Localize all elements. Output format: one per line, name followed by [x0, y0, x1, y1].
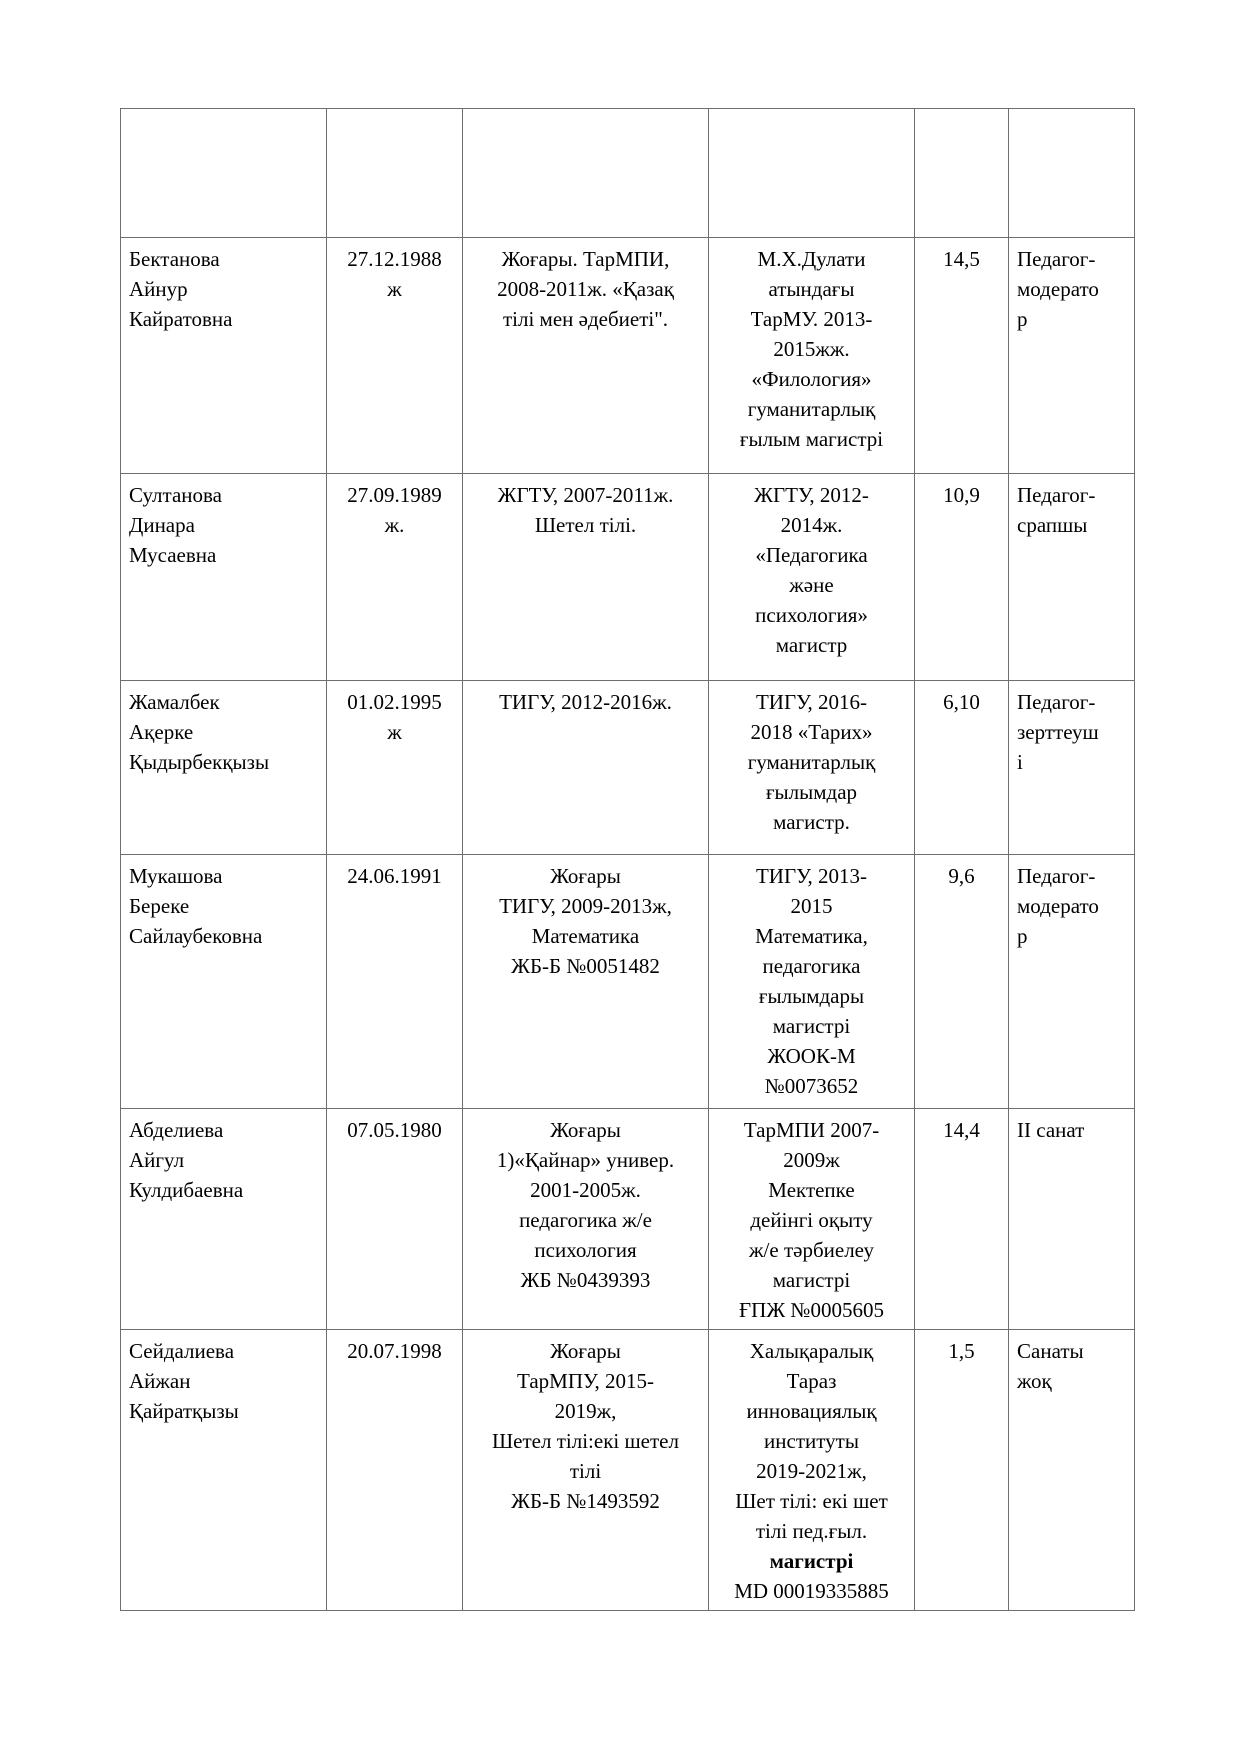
education-line: Шетел тілі. [534, 513, 637, 537]
master-degree-cell [709, 474, 915, 681]
experience-cell [915, 1330, 1009, 1611]
education-cell [463, 238, 709, 474]
birth-date-line: ж [387, 720, 402, 744]
empty-cell [327, 109, 463, 238]
category-line: Педагог- [1017, 483, 1096, 507]
table-row [121, 474, 1135, 681]
table-row-empty [121, 109, 1135, 238]
master-degree-line: Шет тілі: екі шет [735, 1489, 888, 1513]
category-line: Санаты [1017, 1339, 1084, 1363]
master-degree-cell [709, 238, 915, 474]
birth-date-cell [327, 1330, 463, 1611]
master-degree-line: магистрі [772, 1268, 851, 1292]
name-cell [121, 474, 327, 681]
table-row [121, 238, 1135, 474]
education-cell [463, 474, 709, 681]
birth-date-line: 20.07.1998 [347, 1339, 442, 1363]
education-line: Жоғары [550, 1339, 621, 1363]
name-cell [121, 1109, 327, 1330]
category-line: жоқ [1017, 1369, 1052, 1393]
education-line: Шетел тілі:екі шетел [492, 1429, 679, 1453]
master-degree-line: 2009ж [783, 1148, 840, 1172]
birth-date-line: 01.02.1995 [347, 690, 442, 714]
education-line: ЖБ №0439393 [520, 1268, 651, 1292]
education-line: тілі мен әдебиеті". [502, 307, 669, 331]
master-degree-line: гуманитарлық [747, 397, 876, 421]
name-cell [121, 855, 327, 1109]
master-degree-line: 2018 «Тарих» [750, 720, 873, 744]
experience-cell [915, 238, 1009, 474]
empty-cell [1009, 109, 1135, 238]
birth-date-line: 24.06.1991 [347, 864, 442, 888]
name-line: Бектанова [129, 247, 220, 271]
staff-table [120, 108, 1135, 1611]
education-line: педагогика ж/е [519, 1208, 652, 1232]
birth-date-cell [327, 855, 463, 1109]
education-line: Математика [531, 924, 640, 948]
master-degree-line: 2014ж. [780, 513, 843, 537]
master-degree-line: магистрі [769, 1549, 854, 1573]
name-line: Айжан [129, 1369, 191, 1393]
education-line: 2019ж, [554, 1399, 617, 1423]
education-line: тілі [569, 1459, 602, 1483]
category-cell [1009, 474, 1135, 681]
master-degree-line: ТарМУ. 2013- [750, 307, 873, 331]
table-row [121, 1330, 1135, 1611]
master-degree-line: магистр. [773, 810, 850, 834]
master-degree-line: тілі пед.ғыл. [755, 1519, 868, 1543]
education-line: Жоғары [550, 864, 621, 888]
name-line: Айнур [129, 277, 188, 301]
master-degree-line: ҒПЖ №0005605 [739, 1298, 884, 1322]
master-degree-line: «Педагогика [755, 543, 868, 567]
category-line: зерттеуш [1017, 720, 1099, 744]
experience-line: 9,6 [948, 864, 975, 888]
master-degree-line: Мектепке [768, 1178, 855, 1202]
table-row [121, 681, 1135, 855]
empty-cell [709, 109, 915, 238]
master-degree-line: және [789, 573, 834, 597]
education-line: ЖБ-Б №1493592 [511, 1489, 660, 1513]
master-degree-line: институты [764, 1429, 859, 1453]
master-degree-line: «Филология» [751, 367, 872, 391]
master-degree-line: ЖГТУ, 2012- [754, 483, 869, 507]
master-degree-cell [709, 855, 915, 1109]
birth-date-cell [327, 1109, 463, 1330]
master-degree-line: ТарМПИ 2007- [743, 1118, 880, 1142]
experience-cell [915, 1109, 1009, 1330]
master-degree-line: гуманитарлық [747, 750, 876, 774]
master-degree-line: 2019-2021ж, [756, 1459, 867, 1483]
empty-cell [121, 109, 327, 238]
master-degree-line: ғылымдары [758, 984, 865, 1008]
category-cell [1009, 238, 1135, 474]
birth-date-line: 07.05.1980 [347, 1118, 442, 1142]
name-line: Динара [129, 513, 195, 537]
experience-cell [915, 855, 1009, 1109]
master-degree-line: 2015 [790, 894, 833, 918]
birth-date-line: 27.09.1989 [347, 483, 442, 507]
education-line: ТИГУ, 2009-2013ж, [499, 894, 672, 918]
birth-date-line: ж [387, 277, 402, 301]
education-line: психология [534, 1238, 637, 1262]
master-degree-line: 2015жж. [773, 337, 850, 361]
name-line: Береке [129, 894, 190, 918]
master-degree-line: ЖООК-М [767, 1044, 856, 1068]
master-degree-line: ТИГУ, 2013- [755, 864, 868, 888]
education-line: 2008-2011ж. «Қазақ [497, 277, 674, 301]
master-degree-line: атындағы [768, 277, 855, 301]
category-line: Педагог- [1017, 864, 1096, 888]
birth-date-line: 27.12.1988 [347, 247, 442, 271]
empty-cell [463, 109, 709, 238]
master-degree-line: Математика, [755, 924, 868, 948]
category-line: II санат [1017, 1118, 1085, 1142]
education-line: Жоғары [550, 1118, 621, 1142]
master-degree-line: ғылым магистрі [739, 427, 884, 451]
experience-line: 14,5 [943, 247, 980, 271]
experience-line: 10,9 [943, 483, 980, 507]
master-degree-line: инновациялық [746, 1399, 877, 1423]
master-degree-line: М.Х.Дулати [757, 247, 866, 271]
category-line: р [1017, 307, 1028, 331]
education-cell [463, 855, 709, 1109]
master-degree-line: ғылымдар [765, 780, 858, 804]
category-cell [1009, 855, 1135, 1109]
education-cell [463, 1330, 709, 1611]
master-degree-line: ж/е тәрбиелеу [749, 1238, 874, 1262]
education-cell [463, 1109, 709, 1330]
name-line: Мукашова [129, 864, 223, 888]
name-line: Айгул [129, 1148, 185, 1172]
education-line: ЖБ-Б №0051482 [511, 954, 660, 978]
master-degree-line: педагогика [762, 954, 861, 978]
education-cell [463, 681, 709, 855]
master-degree-line: №0073652 [764, 1074, 859, 1098]
name-cell [121, 238, 327, 474]
master-degree-line: магистр [775, 633, 848, 657]
master-degree-line: Тараз [786, 1369, 837, 1393]
category-line: модерато [1017, 277, 1099, 301]
birth-date-line: ж. [384, 513, 405, 537]
master-degree-line: психология» [755, 603, 868, 627]
category-cell [1009, 1330, 1135, 1611]
name-line: Сейдалиева [129, 1339, 235, 1363]
experience-line: 6,10 [943, 690, 980, 714]
master-degree-line: дейінгі оқыту [750, 1208, 873, 1232]
experience-line: 14,4 [943, 1118, 980, 1142]
name-line: Султанова [129, 483, 222, 507]
birth-date-cell [327, 474, 463, 681]
master-degree-line: ТИГУ, 2016- [755, 690, 868, 714]
master-degree-line: магистрі [772, 1014, 851, 1038]
education-line: ЖГТУ, 2007-2011ж. [497, 483, 674, 507]
name-line: Сайлаубековна [129, 924, 263, 948]
education-line: ТИГУ, 2012-2016ж. [499, 690, 672, 714]
master-degree-cell [709, 1109, 915, 1330]
master-degree-cell [709, 1330, 915, 1611]
name-line: Мусаевна [129, 543, 217, 567]
experience-line: 1,5 [948, 1339, 975, 1363]
education-line: 2001-2005ж. [530, 1178, 641, 1202]
name-cell [121, 681, 327, 855]
table-row [121, 1109, 1135, 1330]
name-line: Қайратқызы [129, 1399, 239, 1423]
name-line: Кулдибаевна [129, 1178, 244, 1202]
education-line: 1)«Қайнар» универ. [496, 1148, 675, 1172]
table-row [121, 855, 1135, 1109]
category-line: срапшы [1017, 513, 1088, 537]
name-line: Жамалбек [129, 690, 220, 714]
experience-cell [915, 474, 1009, 681]
name-line: Қыдырбекқызы [129, 750, 270, 774]
category-line: Педагог- [1017, 247, 1096, 271]
education-line: Жоғары. ТарМПИ, [501, 247, 670, 271]
birth-date-cell [327, 681, 463, 855]
category-cell [1009, 1109, 1135, 1330]
name-line: Ақерке [129, 720, 194, 744]
master-degree-line: MD 00019335885 [734, 1579, 889, 1603]
name-line: Кайратовна [129, 307, 233, 331]
category-line: модерато [1017, 894, 1099, 918]
experience-cell [915, 681, 1009, 855]
category-line: і [1017, 750, 1023, 774]
empty-cell [915, 109, 1009, 238]
category-line: Педагог- [1017, 690, 1096, 714]
category-cell [1009, 681, 1135, 855]
master-degree-cell [709, 681, 915, 855]
name-line: Абделиева [129, 1118, 224, 1142]
master-degree-line: Халықаралық [749, 1339, 874, 1363]
category-line: р [1017, 924, 1028, 948]
education-line: ТарМПУ, 2015- [517, 1369, 654, 1393]
birth-date-cell [327, 238, 463, 474]
name-cell [121, 1330, 327, 1611]
